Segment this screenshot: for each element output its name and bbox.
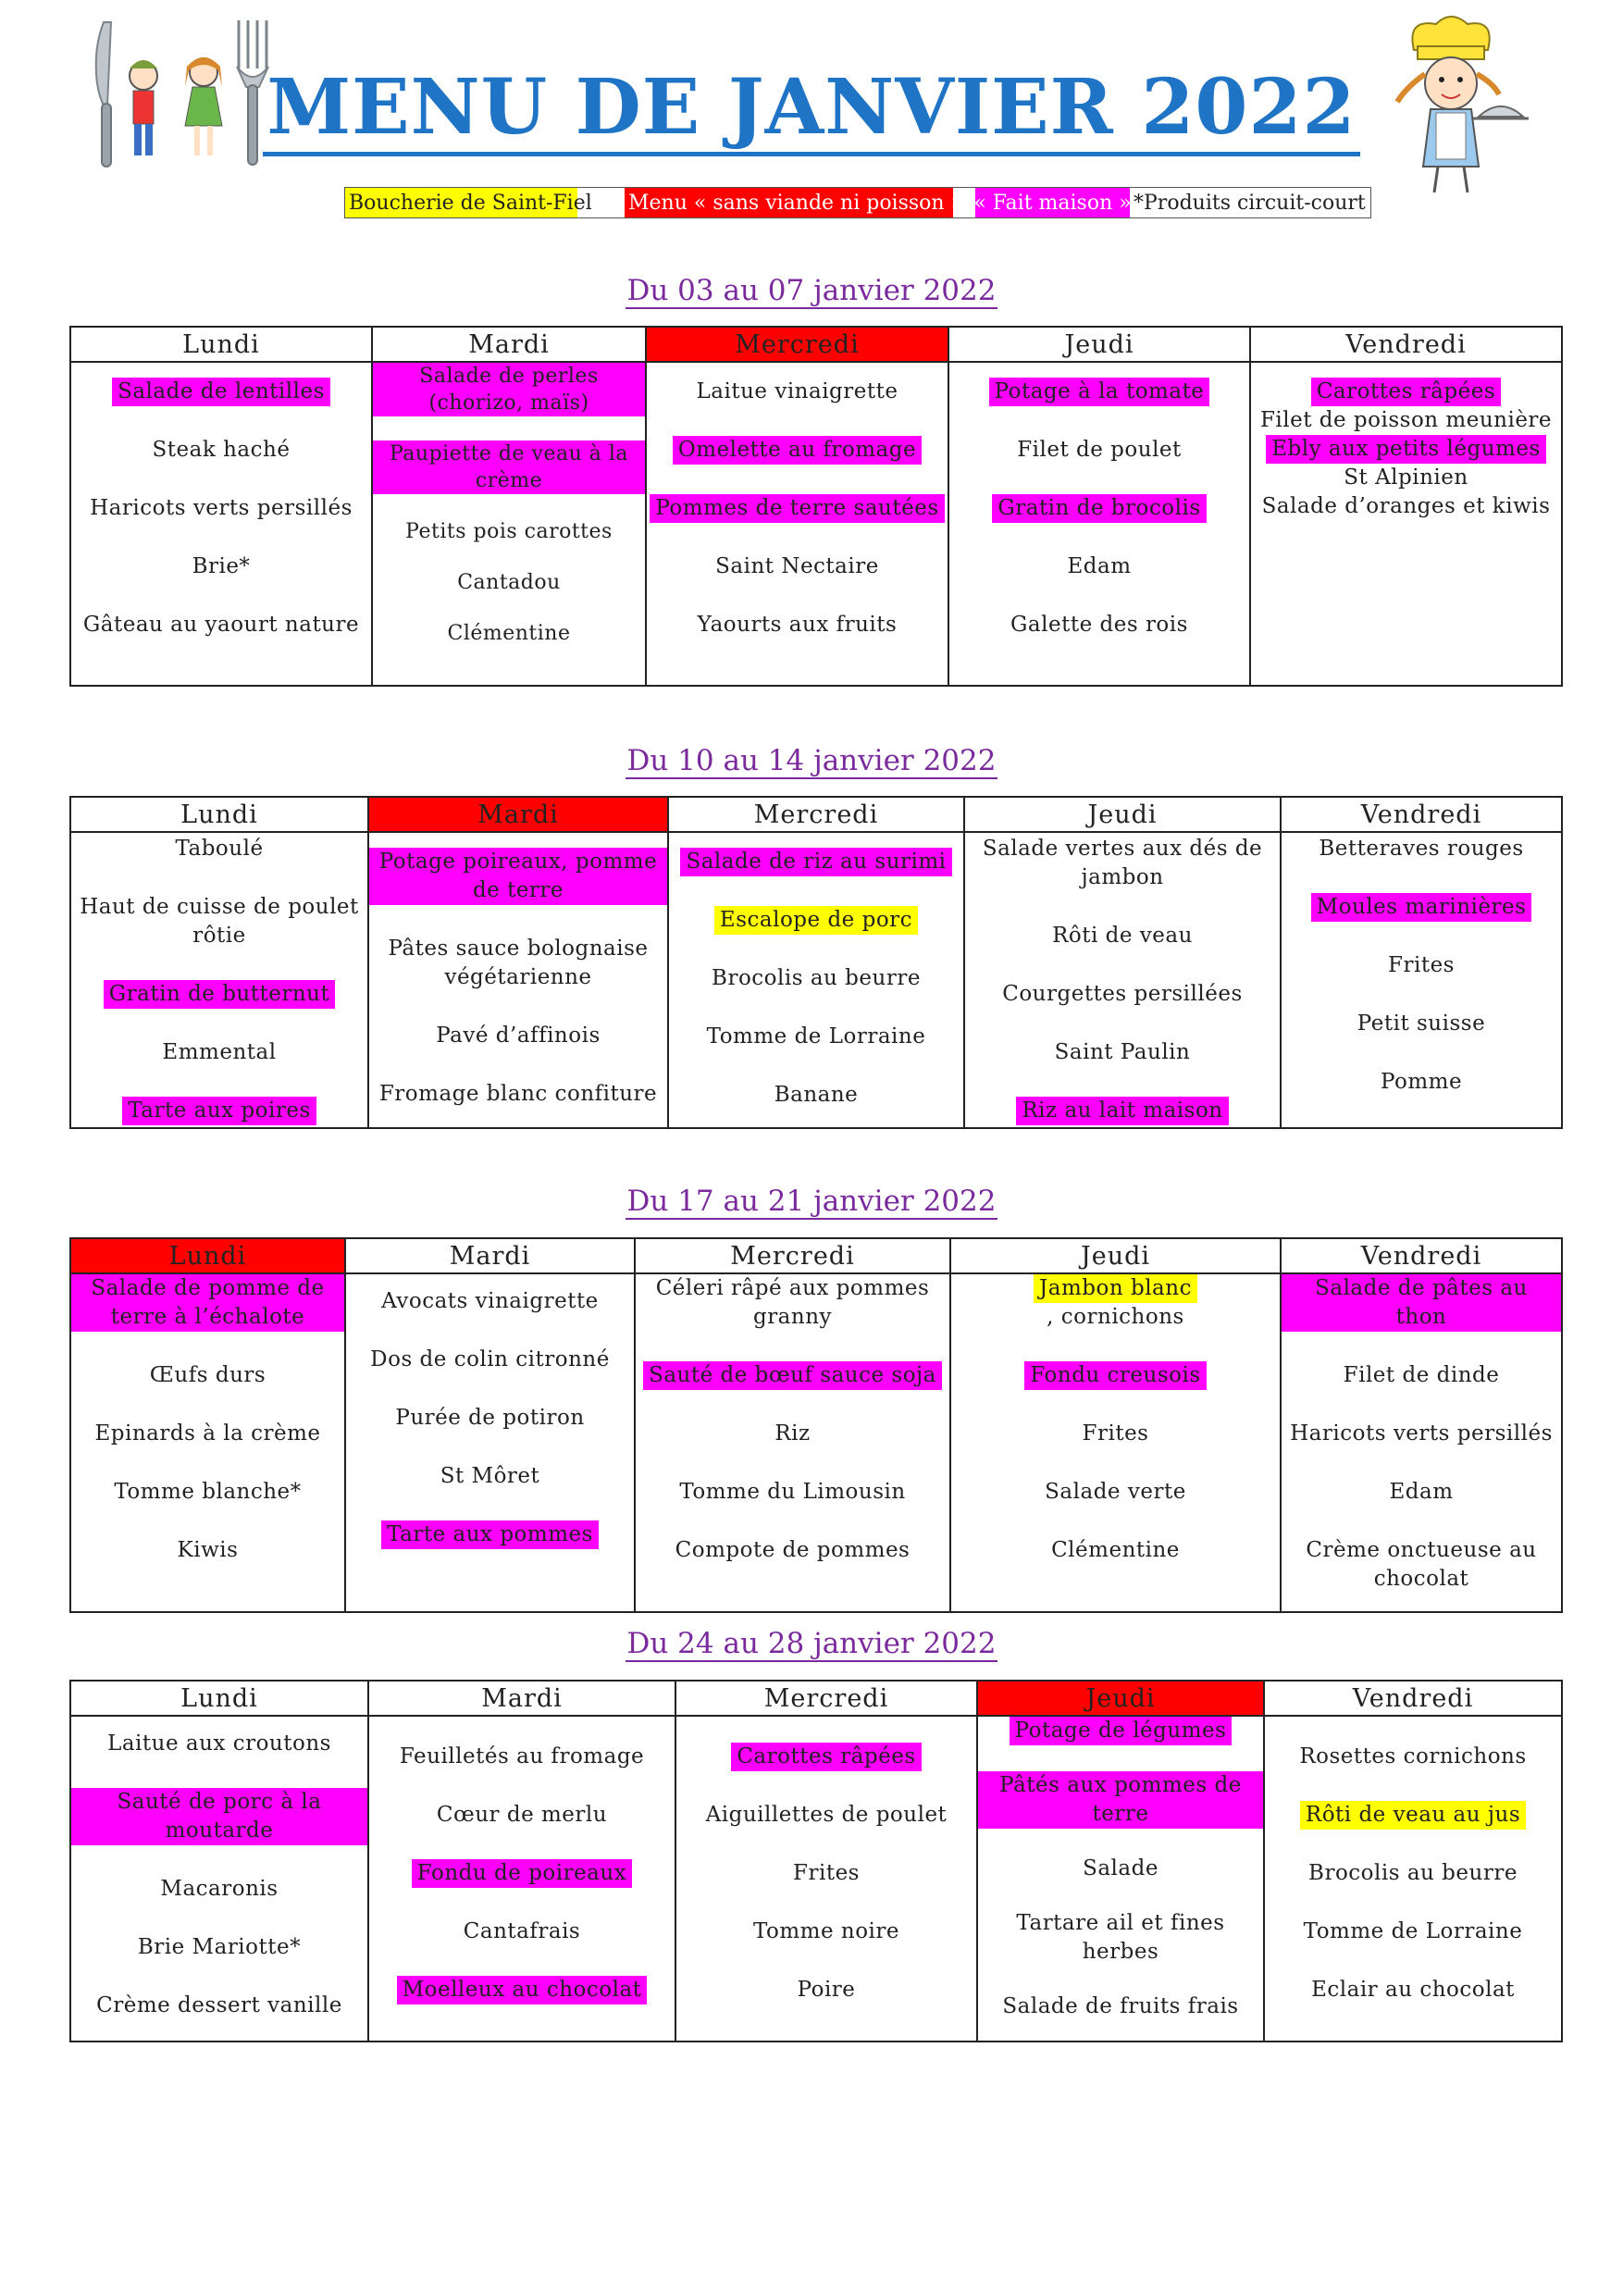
menu-item (1300, 1801, 1526, 1830)
legend-fait-maison: « Fait maison » (975, 188, 1130, 217)
menu-item-text: Compote de pommes (675, 1538, 911, 1562)
menu-item-text: Tomme de Lorraine (706, 1024, 926, 1049)
menu-item (144, 1361, 271, 1390)
menu-item-text: Poire (797, 1978, 856, 2002)
menu-item (692, 611, 903, 639)
menu-item-text: Edam (1389, 1480, 1454, 1504)
menu-item (1352, 1010, 1491, 1038)
menu-item (390, 1404, 589, 1433)
menu-item (400, 518, 618, 545)
menu-item-text: Filet de dinde (1343, 1363, 1500, 1387)
menu-item-text: Gratin de butternut (104, 980, 335, 1009)
day-cell-mardi (368, 832, 668, 1128)
menu-item (1016, 1097, 1228, 1125)
day-header-jeudi: Jeudi (964, 797, 1281, 832)
menu-item (769, 1420, 815, 1448)
menu-item (71, 893, 367, 950)
menu-item-text: Pommes de terre sautées (650, 494, 944, 523)
menu-item (122, 1097, 316, 1125)
menu-item-text: Frites (793, 1861, 860, 1885)
menu-item-text: Salade de pomme de terre à l’échalote (71, 1274, 344, 1332)
menu-item (965, 835, 1280, 892)
menu-item (452, 569, 566, 596)
menu-item (673, 436, 922, 465)
menu-item-text: Salade de pâtes au thon (1282, 1274, 1561, 1332)
day-header-vendredi: Vendredi (1281, 797, 1562, 832)
week-4-table (69, 1680, 1563, 2042)
day-header-mardi: Mardi (345, 1238, 635, 1273)
day-header-lundi: Lundi (70, 1238, 345, 1273)
menu-item-text: Crème onctueuse au chocolat (1306, 1538, 1537, 1591)
menu-item-text: Salade de riz au surimi (680, 848, 951, 876)
menu-item-text: Salade de perles (chorizo, maïs) (373, 363, 645, 416)
menu-item-text: Brocolis au beurre (1308, 1861, 1518, 1885)
menu-item (787, 1859, 865, 1888)
day-cell-mercredi (646, 362, 948, 686)
menu-item-text: Salade verte (1045, 1480, 1186, 1504)
week-3-table (69, 1237, 1563, 1613)
menu-item-text: Cantadou (457, 571, 561, 594)
week-1-table (69, 326, 1563, 687)
day-header-jeudi: Jeudi (977, 1681, 1264, 1716)
menu-item-text: St Môret (440, 1464, 540, 1488)
day-cell-vendredi (1281, 1273, 1562, 1612)
menu-item (1284, 1420, 1558, 1448)
menu-item (1294, 1743, 1531, 1771)
legend-spacer (953, 188, 975, 217)
day-header-mercredi: Mercredi (668, 797, 964, 832)
menu-item-text: Laitue vinaigrette (696, 379, 898, 403)
menu-item-text: Cantafrais (463, 1919, 581, 1943)
menu-item (369, 935, 667, 992)
menu-item (430, 1022, 606, 1050)
menu-item-text: Rosettes cornichons (1299, 1744, 1527, 1769)
menu-item-text: Steak haché (152, 438, 291, 462)
day-header-mardi: Mardi (368, 1681, 675, 1716)
day-cell-mardi (368, 1716, 675, 2042)
menu-item-text: Haricots verts persillés (90, 496, 353, 520)
day-header-vendredi: Vendredi (1264, 1681, 1562, 1716)
menu-item (670, 1536, 916, 1565)
menu-item (1034, 1274, 1197, 1332)
menu-item (132, 1933, 306, 1962)
menu-item-text: Gratin de brocolis (992, 494, 1206, 523)
menu-item (169, 835, 268, 863)
menu-item-text: Riz au lait maison (1016, 1097, 1228, 1125)
day-header-jeudi: Jeudi (948, 327, 1250, 362)
menu-item-text: Salade (1083, 1856, 1158, 1880)
menu-item (643, 1361, 942, 1390)
menu-item-text: Epinards à la crème (94, 1421, 321, 1446)
day-header-lundi: Lundi (70, 327, 372, 362)
menu-item (91, 1992, 348, 2020)
menu-item (381, 1520, 599, 1549)
menu-item (394, 1743, 650, 1771)
menu-item-text: Ebly aux petits légumes (1266, 435, 1546, 464)
day-cell-vendredi (1250, 362, 1562, 686)
menu-item (731, 1743, 921, 1771)
menu-item-text: Sauté de bœuf sauce soja (643, 1361, 942, 1390)
menu-item (376, 1287, 604, 1316)
day-cell-lundi (70, 362, 372, 686)
menu-item (1311, 378, 1501, 406)
menu-item-text: Aiguillettes de poulet (705, 1803, 948, 1827)
menu-item-text: Petits pois carottes (405, 520, 613, 543)
menu-item (172, 1536, 244, 1565)
menu-item (989, 378, 1210, 406)
day-header-lundi: Lundi (70, 797, 368, 832)
menu-item-suffix: , cornichons (1047, 1305, 1184, 1329)
menu-item-text: Dos de colin citronné (370, 1347, 610, 1371)
menu-item (701, 1023, 932, 1051)
menu-item (714, 906, 918, 935)
menu-item (978, 1771, 1263, 1829)
day-header-mercredi: Mercredi (675, 1681, 977, 1716)
menu-item-text: Tarte aux pommes (381, 1520, 599, 1549)
menu-item (441, 620, 576, 647)
menu-item-text: Rôti de veau (1052, 924, 1193, 948)
menu-item (89, 1420, 326, 1448)
menu-item (84, 494, 358, 523)
day-cell-mercredi (668, 832, 964, 1128)
menu-item-text: Céleri râpé aux pommes granny (655, 1276, 930, 1329)
menu-item (700, 1801, 953, 1830)
menu-item-text: Taboulé (175, 837, 264, 861)
week-3-title: Du 17 au 21 janvier 2022 (626, 1185, 997, 1218)
menu-item (369, 848, 667, 905)
menu-item-text: St Alpinien (1344, 465, 1468, 490)
day-header-mercredi: Mercredi (646, 327, 948, 362)
legend (344, 187, 1371, 218)
menu-item (71, 1788, 367, 1845)
menu-item (997, 980, 1248, 1009)
day-cell-jeudi (977, 1716, 1264, 2042)
menu-item-text: Clémentine (447, 622, 571, 645)
menu-item-text: Fromage blanc confiture (378, 1082, 658, 1106)
menu-item (374, 1080, 663, 1109)
menu-item-text: Tomme noire (752, 1919, 900, 1943)
menu-item-text: Cœur de merlu (436, 1803, 608, 1827)
menu-item (147, 436, 296, 465)
day-cell-jeudi (964, 832, 1281, 1128)
menu-item-text: Haut de cuisse de poulet rôtie (80, 895, 359, 948)
menu-item-text: Jambon blanc (1034, 1274, 1197, 1303)
day-cell-vendredi (1264, 1716, 1562, 2042)
menu-item (650, 494, 944, 523)
legend-spacer (577, 188, 625, 217)
menu-item-text: Salade vertes aux dés de jambon (982, 837, 1263, 889)
menu-item (1005, 611, 1194, 639)
menu-item (365, 1346, 615, 1374)
week-4-title: Du 24 au 28 janvier 2022 (626, 1627, 997, 1660)
day-cell-lundi (70, 1716, 368, 2042)
day-header-vendredi: Vendredi (1250, 327, 1562, 362)
menu-item-text: Eclair au chocolat (1311, 1978, 1515, 2002)
menu-item-text: Tartare ail et fines herbes (1016, 1911, 1225, 1964)
menu-item (992, 494, 1206, 523)
menu-item (691, 378, 904, 406)
day-header-vendredi: Vendredi (1281, 1238, 1562, 1273)
menu-item-text: Galette des rois (1010, 613, 1188, 637)
menu-item (1011, 436, 1187, 465)
menu-item-text: Potage de légumes (1010, 1717, 1233, 1745)
menu-item (636, 1274, 949, 1332)
menu-item (1382, 951, 1460, 980)
menu-item-text: Haricots verts persillés (1290, 1421, 1553, 1446)
menu-item-text: Riz (774, 1421, 811, 1446)
menu-item-text: Tarte aux poires (122, 1097, 316, 1125)
menu-item (1375, 1068, 1468, 1097)
day-cell-mardi (345, 1273, 635, 1612)
week-2-title: Du 10 au 14 janvier 2022 (626, 744, 997, 777)
menu-item-text: Escalope de porc (714, 906, 918, 935)
menu-item (1313, 835, 1529, 863)
menu-item (1047, 922, 1198, 950)
day-cell-vendredi (1281, 832, 1562, 1128)
menu-item-text: Moelleux au chocolat (397, 1976, 648, 2004)
menu-item (1311, 893, 1532, 922)
menu-item (674, 1478, 911, 1507)
menu-item-text: Laitue aux croutons (107, 1731, 331, 1756)
menu-item (78, 611, 365, 639)
menu-item (431, 1801, 613, 1830)
menu-item-text: Pavé d’affinois (436, 1024, 601, 1048)
menu-item-text: Rôti de veau au jus (1300, 1801, 1526, 1830)
menu-item-text: Brocolis au beurre (712, 966, 921, 990)
menu-item (997, 1992, 1244, 2021)
menu-item-text: Salade de fruits frais (1002, 1994, 1239, 2018)
week-1-title: Du 03 au 07 janvier 2022 (626, 274, 997, 307)
menu-item-text: Macaronis (160, 1877, 279, 1901)
menu-item (1039, 1478, 1192, 1507)
day-header-lundi: Lundi (70, 1681, 368, 1716)
legend-sans-viande: Menu « sans viande ni poisson » (625, 188, 953, 217)
menu-item-text: Frites (1388, 953, 1455, 977)
menu-item (1338, 1361, 1505, 1390)
menu-item (155, 1875, 283, 1904)
menu-item (1266, 435, 1546, 464)
day-header-mardi: Mardi (372, 327, 646, 362)
menu-item (1255, 406, 1557, 435)
menu-item-text: Petit suisse (1357, 1011, 1486, 1036)
menu-item-text: Emmental (162, 1040, 277, 1064)
menu-item-text: Kiwis (177, 1538, 239, 1562)
menu-item (1049, 1038, 1196, 1067)
menu-item-text: Pomme (1380, 1070, 1463, 1094)
day-header-mercredi: Mercredi (635, 1238, 950, 1273)
day-header-jeudi: Jeudi (950, 1238, 1281, 1273)
menu-item (1061, 552, 1136, 581)
page-title: MENU DE JANVIER 2022 (0, 63, 1623, 152)
menu-item (1257, 492, 1556, 521)
menu-item-text: Omelette au fromage (673, 436, 922, 465)
menu-item (1046, 1536, 1185, 1565)
menu-item-text: Courgettes persillées (1002, 982, 1243, 1006)
menu-item (397, 1976, 648, 2004)
menu-item (1282, 1536, 1561, 1594)
menu-item (1306, 1976, 1520, 2004)
menu-item-text: Edam (1067, 554, 1132, 578)
menu-item-text: Purée de potiron (395, 1406, 585, 1430)
menu-item-text: Pâtés aux pommes de terre (978, 1771, 1263, 1829)
menu-item (412, 1859, 632, 1888)
menu-item-text: Salade de lentilles (112, 378, 330, 406)
menu-item (156, 1038, 281, 1067)
menu-item-text: Filet de poisson meunière (1259, 408, 1553, 432)
menu-item-text: Sauté de porc à la moutarde (71, 1788, 367, 1845)
menu-item (102, 1730, 337, 1758)
menu-item-text: Avocats vinaigrette (381, 1289, 599, 1313)
menu-item-text: Moules marinières (1311, 893, 1532, 922)
menu-item-text: Banane (774, 1083, 859, 1107)
menu-item-text: Tomme blanche* (114, 1480, 302, 1504)
menu-item (1303, 1859, 1523, 1888)
menu-item-text: Pâtes sauce bolognaise végétarienne (388, 937, 649, 989)
menu-item-text: Œufs durs (149, 1363, 266, 1387)
menu-item-text: Crème dessert vanille (96, 1993, 342, 2017)
menu-item-text: Brie Mariotte* (137, 1935, 302, 1959)
menu-item-text: Fondu creusois (1024, 1361, 1206, 1390)
menu-item (187, 552, 256, 581)
menu-item (978, 1909, 1263, 1967)
menu-item-text: Paupiette de veau à la crème (373, 441, 645, 494)
menu-item-text: Filet de poulet (1017, 438, 1182, 462)
menu-item-text: Brie* (192, 554, 251, 578)
menu-item (1010, 1717, 1233, 1745)
menu-item (1077, 1855, 1164, 1883)
menu-item (680, 848, 951, 876)
menu-item-text: Saint Nectaire (715, 554, 879, 578)
menu-item (1383, 1478, 1458, 1507)
day-cell-mardi (372, 362, 646, 686)
legend-boucherie: Boucherie de Saint-Fiel (345, 188, 577, 217)
menu-item (748, 1917, 905, 1946)
menu-item (1077, 1420, 1155, 1448)
day-cell-lundi (70, 832, 368, 1128)
menu-item (1282, 1274, 1561, 1332)
menu-item-text: Potage à la tomate (989, 378, 1210, 406)
menu-item (108, 1478, 306, 1507)
week-2-table (69, 796, 1563, 1129)
menu-item (710, 552, 885, 581)
menu-item-text: Carottes râpées (1311, 378, 1501, 406)
legend-circuit-court: *Produits circuit-court (1134, 191, 1366, 215)
day-cell-jeudi (950, 1273, 1281, 1612)
menu-item (373, 441, 645, 494)
menu-item (769, 1081, 864, 1110)
menu-item-text: Yaourts aux fruits (697, 613, 898, 637)
menu-item-text: Betteraves rouges (1319, 837, 1524, 861)
day-cell-jeudi (948, 362, 1250, 686)
day-cell-mercredi (635, 1273, 950, 1612)
menu-item (71, 1274, 344, 1332)
menu-item (706, 964, 926, 993)
day-cell-mercredi (675, 1716, 977, 2042)
menu-item (1024, 1361, 1206, 1390)
menu-item (112, 378, 330, 406)
menu-item-text: Fondu de poireaux (412, 1859, 632, 1888)
menu-item-text: Carottes râpées (731, 1743, 921, 1771)
menu-item (792, 1976, 861, 2004)
menu-item-text: Frites (1082, 1421, 1149, 1446)
menu-item (458, 1917, 586, 1946)
day-header-mardi: Mardi (368, 797, 668, 832)
day-cell-lundi (70, 1273, 345, 1612)
menu-item-text: Tomme de Lorraine (1303, 1919, 1523, 1943)
menu-item (1338, 464, 1473, 492)
menu-item-text: Tomme du Limousin (679, 1480, 906, 1504)
menu-item-text: Potage poireaux, pomme de terre (369, 848, 667, 905)
menu-item-text: Gâteau au yaourt nature (82, 613, 360, 637)
menu-item (373, 363, 645, 416)
menu-item-text: Feuilletés au fromage (399, 1744, 645, 1769)
menu-item-text: Saint Paulin (1054, 1040, 1191, 1064)
menu-item (1298, 1917, 1529, 1946)
menu-item (104, 980, 335, 1009)
menu-item (435, 1462, 546, 1491)
menu-item-text: Clémentine (1051, 1538, 1180, 1562)
menu-item-text: Salade d’oranges et kiwis (1261, 494, 1551, 518)
